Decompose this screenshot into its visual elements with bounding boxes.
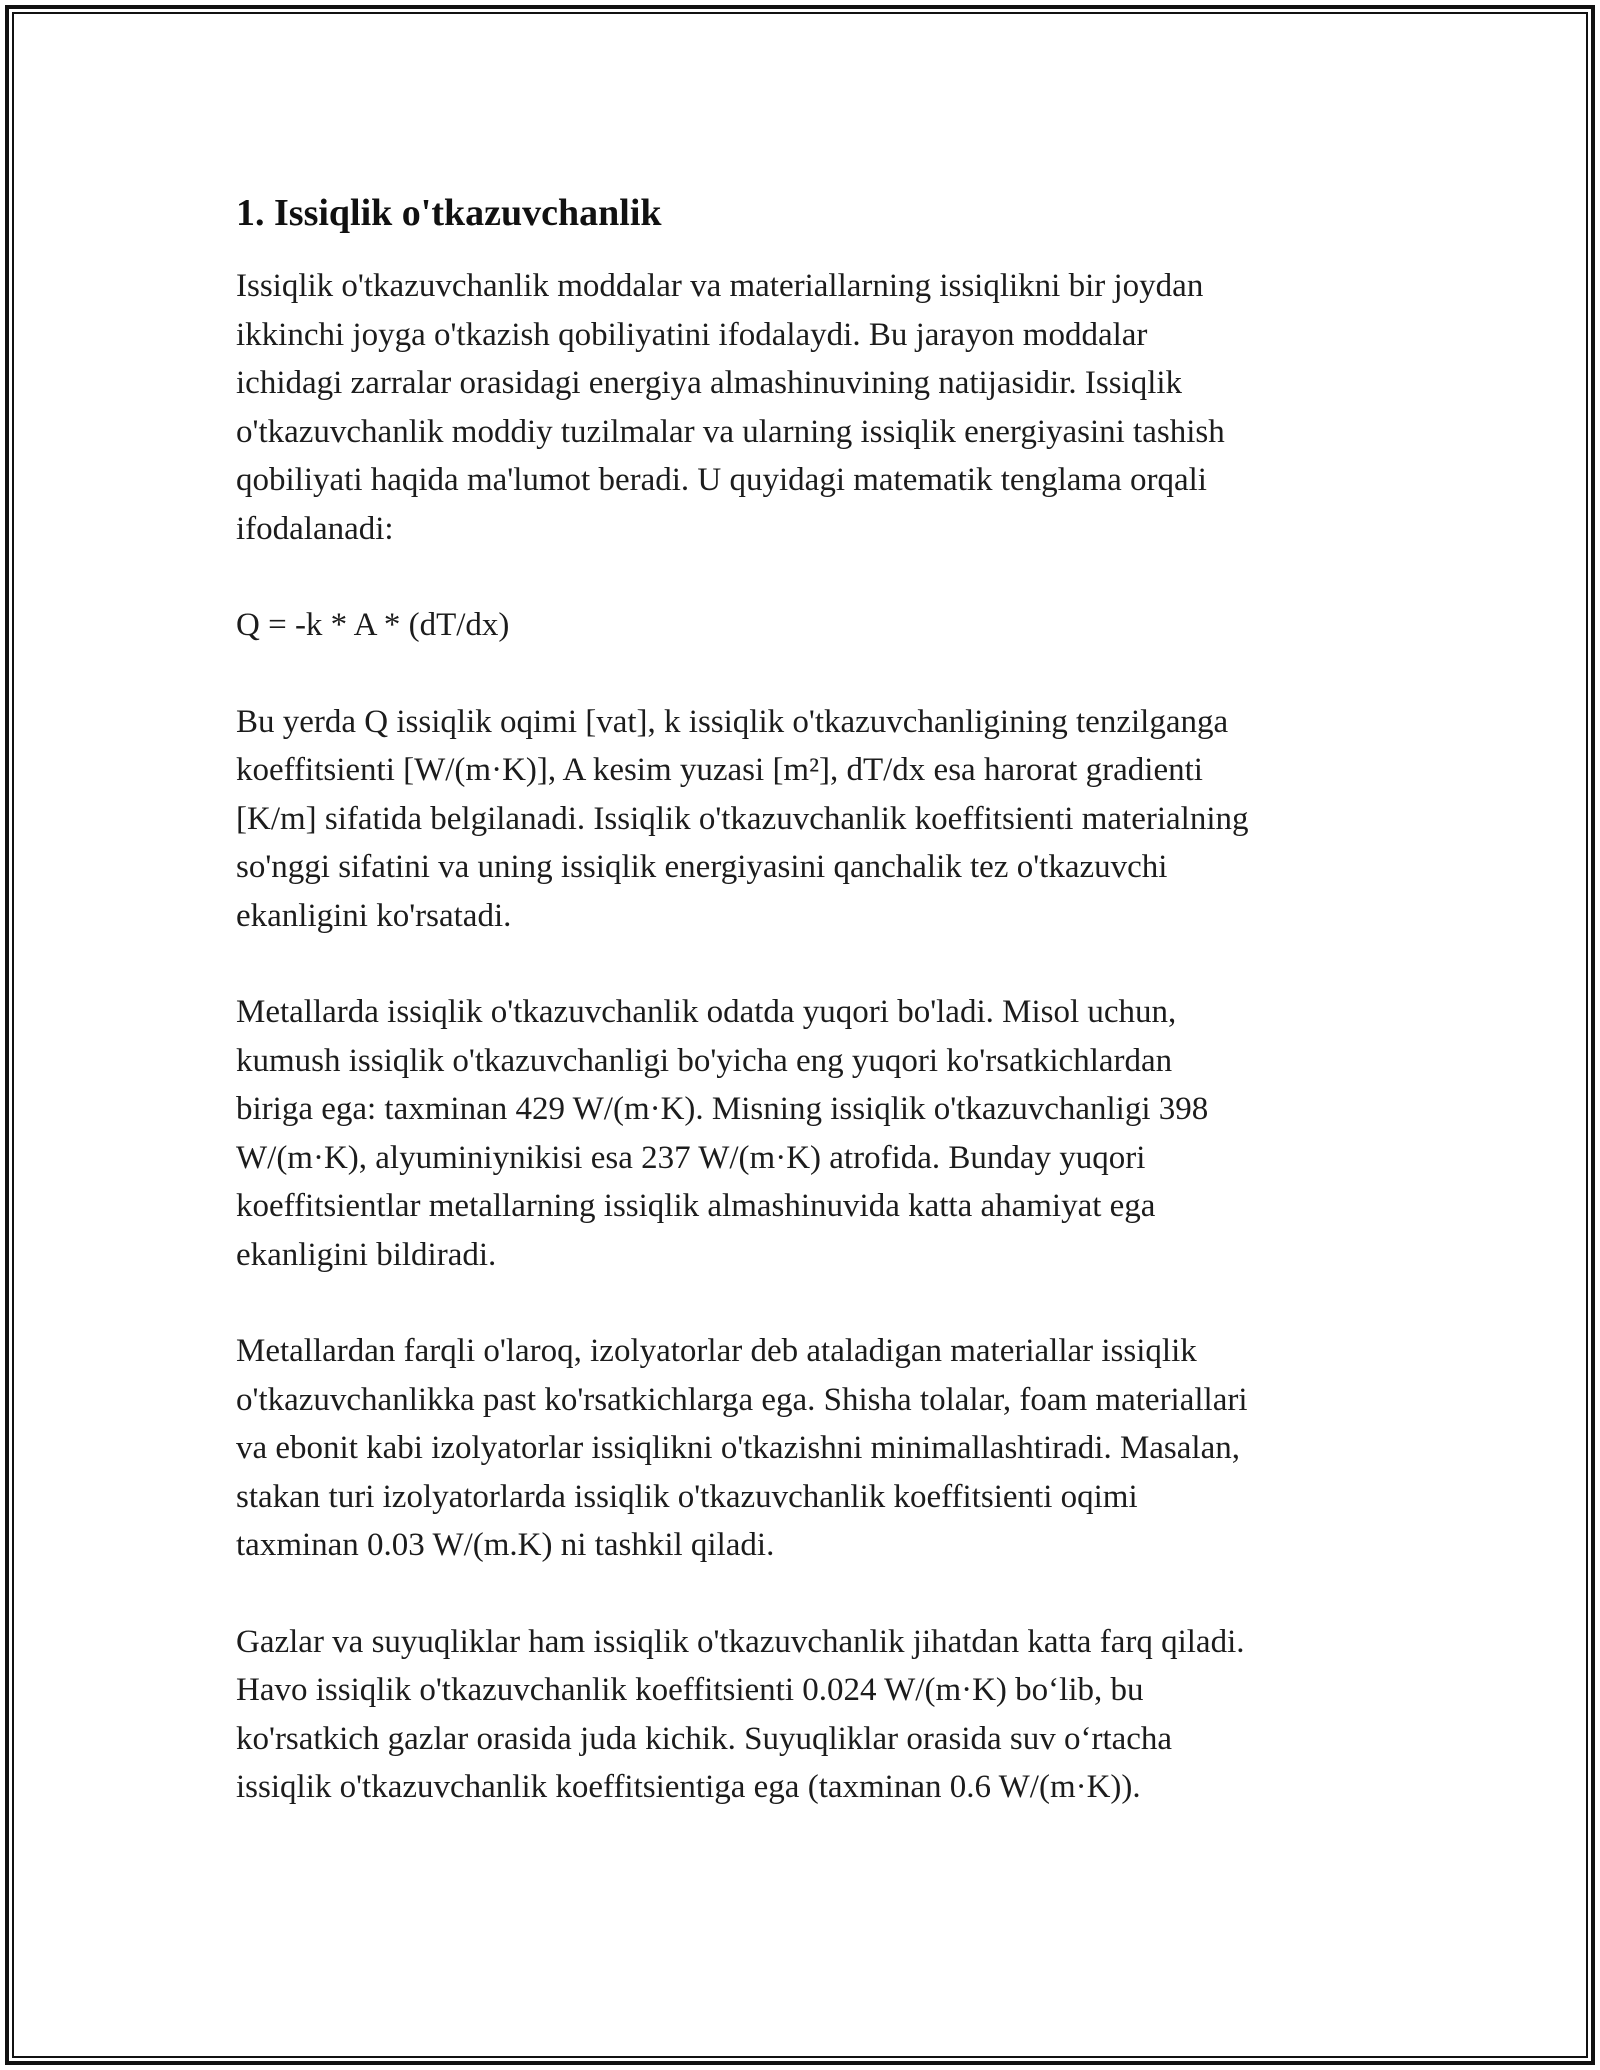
equation-line: Q = -k * A * (dT/dx)	[236, 607, 510, 643]
document-body	[236, 186, 1386, 1812]
insulators-paragraph: Metallardan farqli o'laroq, izolyatorlar deb ataladigan materiallar issiqlik o'tkazuvchanlikka past ko'rsatkichlarga ega. Shisha tolalar, foam materiallari va ebonit kabi izolyatorlar issiqlikni o'tkazishni minimallashtiradi. Masalan, stakan turi izolyatorlarda issiqlik o'tkazuvchanlik koeffitsienti oqimi taxminan 0.03 W/(m.K) ni tashkil qiladi.	[236, 1333, 1248, 1563]
metals-paragraph: Metallarda issiqlik o'tkazuvchanlik odatda yuqori bo'ladi. Misol uchun, kumush issiqlik o'tkazuvchanligi bo'yicha eng yuqori ko'rsatkichlardan biriga ega: taxminan 429 W/(m·K). Misning issiqlik o'tkazuvchanligi 398 W/(m·K), alyuminiynikisi esa 237 W/(m·K) atrofida. Bunday yuqori koeffitsientlar metallarning issiqlik almashinuvida katta ahamiyat ega ekanligini bildiradi.	[236, 994, 1209, 1273]
gases-liquids-paragraph: Gazlar va suyuqliklar ham issiqlik o'tkazuvchanlik jihatdan katta farq qiladi. Havo issiqlik o'tkazuvchanlik koeffitsienti 0.024 W/(m·K) bo‘lib, bu ko'rsatkich gazlar orasida juda kichik. Suyuqliklar orasida suv o‘rtacha issiqlik o'tkazuvchanlik koeffitsientiga ega (taxminan 0.6 W/(m·K)).	[236, 1623, 1245, 1805]
definitions-paragraph: Bu yerda Q issiqlik oqimi [vat], k issiqlik o'tkazuvchanligining tenzilganga koeffitsienti [W/(m·K)], A kesim yuzasi [m²], dT/dx esa harorat gradienti [K/m] sifatida belgilanadi. Issiqlik o'tkazuvchanlik koeffitsienti materialning so'nggi sifatini va uning issiqlik energiyasini qanchalik tez o'tkazuvchi ekanligini ko'rsatadi.	[236, 703, 1249, 934]
section-heading: 1. Issiqlik o'tkazuvchanlik	[236, 192, 662, 234]
intro-paragraph: Issiqlik o'tkazuvchanlik moddalar va materiallarning issiqlikni bir joydan ikkinchi joyga o'tkazish qobiliyatini ifodalaydi. Bu jarayon moddalar ichidagi zarralar orasidagi energiya almashinuvining natijasidir. Issiqlik o'tkazuvchanlik moddiy tuzilmalar va ularning issiqlik energiyasini tashish qobiliyati haqida ma'lumot beradi. U quyidagi matematik tenglama orqali ifodalanadi:	[236, 268, 1225, 547]
